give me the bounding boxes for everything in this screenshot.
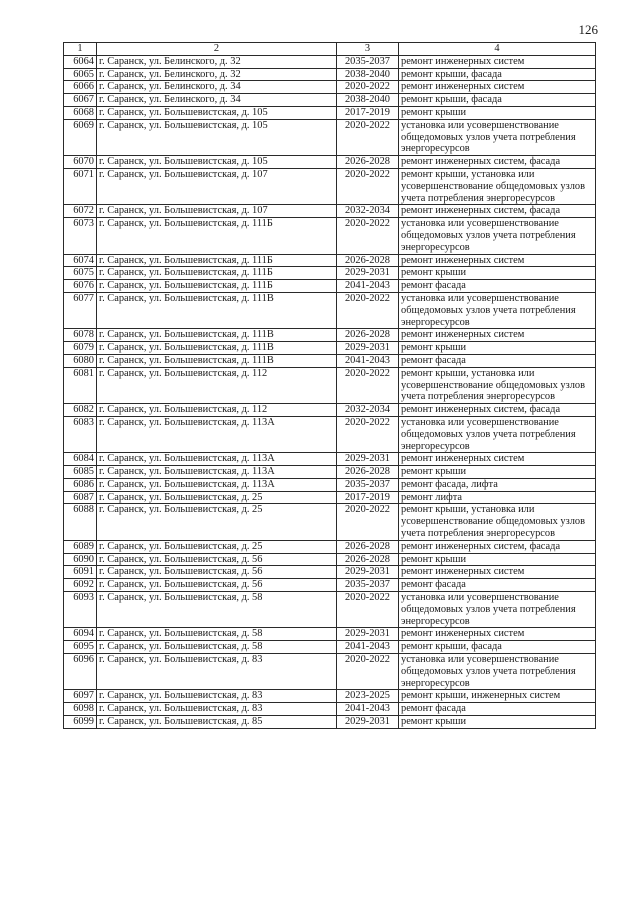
row-work-type: ремонт крыши, установка или усовершенствование общедомовых узлов учета потребления энергоресурсов — [399, 504, 596, 540]
row-work-type: ремонт лифта — [399, 491, 596, 504]
row-work-type: ремонт фасада — [399, 280, 596, 293]
table-row — [64, 205, 596, 218]
row-work-type: ремонт инженерных систем, фасада — [399, 205, 596, 218]
row-address: г. Саранск, ул. Большевистская, д. 85 — [97, 716, 337, 729]
row-work-type: ремонт крыши, установка или усовершенствование общедомовых узлов учета потребления энергоресурсов — [399, 168, 596, 204]
row-address: г. Саранск, ул. Большевистская, д. 111Б — [97, 267, 337, 280]
row-number: 6092 — [64, 579, 97, 592]
row-address: г. Саранск, ул. Большевистская, д. 56 — [97, 553, 337, 566]
table-row — [64, 156, 596, 169]
row-work-type: установка или усовершенствование общедомовых узлов учета потребления энергоресурсов — [399, 416, 596, 452]
table-row — [64, 367, 596, 403]
row-number: 6066 — [64, 81, 97, 94]
table-header-row — [64, 43, 596, 56]
row-period: 2020-2022 — [337, 292, 399, 328]
row-period: 2023-2025 — [337, 690, 399, 703]
row-period: 2032-2034 — [337, 404, 399, 417]
row-period: 2026-2028 — [337, 156, 399, 169]
row-address: г. Саранск, ул. Большевистская, д. 105 — [97, 119, 337, 155]
row-period: 2020-2022 — [337, 504, 399, 540]
table-row — [64, 280, 596, 293]
row-period: 2026-2028 — [337, 466, 399, 479]
row-period: 2020-2022 — [337, 218, 399, 254]
row-work-type: ремонт инженерных систем, фасада — [399, 404, 596, 417]
row-address: г. Саранск, ул. Большевистская, д. 105 — [97, 106, 337, 119]
row-work-type: ремонт инженерных систем, фасада — [399, 540, 596, 553]
row-work-type: установка или усовершенствование общедомовых узлов учета потребления энергоресурсов — [399, 119, 596, 155]
row-work-type: ремонт инженерных систем — [399, 453, 596, 466]
row-address: г. Саранск, ул. Белинского, д. 32 — [97, 68, 337, 81]
table-row — [64, 292, 596, 328]
row-number: 6094 — [64, 628, 97, 641]
row-period: 2029-2031 — [337, 716, 399, 729]
table-row — [64, 566, 596, 579]
row-work-type: ремонт инженерных систем — [399, 628, 596, 641]
row-work-type: ремонт фасада — [399, 354, 596, 367]
row-work-type: ремонт крыши — [399, 553, 596, 566]
row-number: 6083 — [64, 416, 97, 452]
row-number: 6096 — [64, 654, 97, 690]
row-period: 2038-2040 — [337, 68, 399, 81]
table-row — [64, 453, 596, 466]
row-number: 6091 — [64, 566, 97, 579]
table-row — [64, 553, 596, 566]
row-number: 6093 — [64, 592, 97, 628]
row-address: г. Саранск, ул. Большевистская, д. 58 — [97, 592, 337, 628]
row-work-type: ремонт фасада — [399, 579, 596, 592]
table-row — [64, 628, 596, 641]
row-address: г. Саранск, ул. Большевистская, д. 25 — [97, 540, 337, 553]
table-row — [64, 354, 596, 367]
row-number: 6098 — [64, 703, 97, 716]
row-work-type: ремонт инженерных систем — [399, 81, 596, 94]
row-address: г. Саранск, ул. Белинского, д. 32 — [97, 55, 337, 68]
table-row — [64, 592, 596, 628]
row-address: г. Саранск, ул. Большевистская, д. 56 — [97, 566, 337, 579]
row-work-type: ремонт фасада — [399, 703, 596, 716]
row-work-type: установка или усовершенствование общедомовых узлов учета потребления энергоресурсов — [399, 654, 596, 690]
table-row — [64, 267, 596, 280]
row-period: 2041-2043 — [337, 641, 399, 654]
row-address: г. Саранск, ул. Большевистская, д. 107 — [97, 205, 337, 218]
row-period: 2026-2028 — [337, 553, 399, 566]
row-address: г. Саранск, ул. Большевистская, д. 111Б — [97, 218, 337, 254]
row-number: 6087 — [64, 491, 97, 504]
row-number: 6064 — [64, 55, 97, 68]
table-row — [64, 168, 596, 204]
table-row — [64, 94, 596, 107]
row-address: г. Саранск, ул. Большевистская, д. 113А — [97, 466, 337, 479]
row-number: 6078 — [64, 329, 97, 342]
row-address: г. Саранск, ул. Большевистская, д. 58 — [97, 641, 337, 654]
table-row — [64, 478, 596, 491]
table-row — [64, 218, 596, 254]
table-row — [64, 703, 596, 716]
row-work-type: ремонт инженерных систем — [399, 329, 596, 342]
row-period: 2029-2031 — [337, 267, 399, 280]
row-address: г. Саранск, ул. Большевистская, д. 83 — [97, 654, 337, 690]
row-work-type: установка или усовершенствование общедомовых узлов учета потребления энергоресурсов — [399, 292, 596, 328]
table-row — [64, 504, 596, 540]
row-period: 2020-2022 — [337, 119, 399, 155]
row-address: г. Саранск, ул. Большевистская, д. 111Б — [97, 280, 337, 293]
row-period: 2020-2022 — [337, 592, 399, 628]
row-address: г. Саранск, ул. Большевистская, д. 111В — [97, 354, 337, 367]
row-work-type: ремонт крыши — [399, 716, 596, 729]
row-period: 2035-2037 — [337, 55, 399, 68]
table-row — [64, 68, 596, 81]
table-row — [64, 641, 596, 654]
row-address: г. Саранск, ул. Большевистская, д. 112 — [97, 367, 337, 403]
row-period: 2038-2040 — [337, 94, 399, 107]
row-address: г. Саранск, ул. Большевистская, д. 83 — [97, 690, 337, 703]
table-row — [64, 342, 596, 355]
row-number: 6076 — [64, 280, 97, 293]
table-body — [64, 55, 596, 728]
row-address: г. Саранск, ул. Белинского, д. 34 — [97, 94, 337, 107]
row-address: г. Саранск, ул. Большевистская, д. 105 — [97, 156, 337, 169]
table-row — [64, 716, 596, 729]
row-number: 6077 — [64, 292, 97, 328]
row-period: 2029-2031 — [337, 566, 399, 579]
table-row — [64, 81, 596, 94]
table-row — [64, 329, 596, 342]
table-row — [64, 254, 596, 267]
row-period: 2041-2043 — [337, 280, 399, 293]
row-period: 2035-2037 — [337, 478, 399, 491]
row-work-type: ремонт инженерных систем — [399, 254, 596, 267]
row-address: г. Саранск, ул. Большевистская, д. 25 — [97, 504, 337, 540]
table-row — [64, 540, 596, 553]
row-address: г. Саранск, ул. Большевистская, д. 107 — [97, 168, 337, 204]
table-row — [64, 579, 596, 592]
row-period: 2035-2037 — [337, 579, 399, 592]
row-address: г. Саранск, ул. Большевистская, д. 25 — [97, 491, 337, 504]
column-header-4: 4 — [399, 43, 596, 56]
row-address: г. Саранск, ул. Большевистская, д. 83 — [97, 703, 337, 716]
column-header-2: 2 — [97, 43, 337, 56]
row-address: г. Саранск, ул. Большевистская, д. 113А — [97, 453, 337, 466]
row-number: 6095 — [64, 641, 97, 654]
table-row — [64, 119, 596, 155]
table-row — [64, 466, 596, 479]
row-period: 2017-2019 — [337, 106, 399, 119]
row-period: 2029-2031 — [337, 453, 399, 466]
row-work-type: ремонт крыши — [399, 106, 596, 119]
row-address: г. Саранск, ул. Большевистская, д. 58 — [97, 628, 337, 641]
column-header-1: 1 — [64, 43, 97, 56]
table-row — [64, 654, 596, 690]
row-number: 6074 — [64, 254, 97, 267]
row-number: 6071 — [64, 168, 97, 204]
table-row — [64, 55, 596, 68]
column-header-3: 3 — [337, 43, 399, 56]
housing-repair-table — [63, 42, 596, 729]
row-number: 6084 — [64, 453, 97, 466]
row-work-type: ремонт крыши, фасада — [399, 641, 596, 654]
row-period: 2029-2031 — [337, 342, 399, 355]
row-work-type: ремонт инженерных систем — [399, 566, 596, 579]
row-work-type: ремонт крыши — [399, 342, 596, 355]
row-work-type: ремонт фасада, лифта — [399, 478, 596, 491]
row-number: 6069 — [64, 119, 97, 155]
row-address: г. Саранск, ул. Большевистская, д. 111В — [97, 292, 337, 328]
row-work-type: ремонт крыши, установка или усовершенствование общедомовых узлов учета потребления энергоресурсов — [399, 367, 596, 403]
table-row — [64, 690, 596, 703]
table-row — [64, 404, 596, 417]
row-number: 6072 — [64, 205, 97, 218]
row-number: 6075 — [64, 267, 97, 280]
row-period: 2026-2028 — [337, 540, 399, 553]
page-number: 126 — [578, 22, 598, 37]
row-period: 2026-2028 — [337, 329, 399, 342]
row-number: 6086 — [64, 478, 97, 491]
row-address: г. Саранск, ул. Большевистская, д. 111В — [97, 342, 337, 355]
row-work-type: ремонт крыши — [399, 267, 596, 280]
row-address: г. Саранск, ул. Белинского, д. 34 — [97, 81, 337, 94]
row-number: 6088 — [64, 504, 97, 540]
row-address: г. Саранск, ул. Большевистская, д. 113А — [97, 416, 337, 452]
row-address: г. Саранск, ул. Большевистская, д. 56 — [97, 579, 337, 592]
table-row — [64, 491, 596, 504]
row-number: 6073 — [64, 218, 97, 254]
row-period: 2020-2022 — [337, 416, 399, 452]
row-number: 6065 — [64, 68, 97, 81]
row-period: 2020-2022 — [337, 81, 399, 94]
row-number: 6085 — [64, 466, 97, 479]
row-address: г. Саранск, ул. Большевистская, д. 113А — [97, 478, 337, 491]
row-number: 6070 — [64, 156, 97, 169]
row-number: 6081 — [64, 367, 97, 403]
row-work-type: установка или усовершенствование общедомовых узлов учета потребления энергоресурсов — [399, 592, 596, 628]
row-number: 6090 — [64, 553, 97, 566]
row-work-type: ремонт крыши, инженерных систем — [399, 690, 596, 703]
row-number: 6068 — [64, 106, 97, 119]
row-period: 2032-2034 — [337, 205, 399, 218]
row-address: г. Саранск, ул. Большевистская, д. 111В — [97, 329, 337, 342]
row-address: г. Саранск, ул. Большевистская, д. 111Б — [97, 254, 337, 267]
row-period: 2020-2022 — [337, 654, 399, 690]
row-period: 2020-2022 — [337, 367, 399, 403]
row-work-type: ремонт крыши, фасада — [399, 68, 596, 81]
table-row — [64, 416, 596, 452]
row-period: 2017-2019 — [337, 491, 399, 504]
table-row — [64, 106, 596, 119]
row-period: 2029-2031 — [337, 628, 399, 641]
row-number: 6097 — [64, 690, 97, 703]
row-work-type: ремонт крыши, фасада — [399, 94, 596, 107]
row-period: 2041-2043 — [337, 703, 399, 716]
row-work-type: ремонт инженерных систем, фасада — [399, 156, 596, 169]
row-work-type: ремонт инженерных систем — [399, 55, 596, 68]
row-work-type: установка или усовершенствование общедомовых узлов учета потребления энергоресурсов — [399, 218, 596, 254]
row-period: 2026-2028 — [337, 254, 399, 267]
row-number: 6080 — [64, 354, 97, 367]
row-number: 6082 — [64, 404, 97, 417]
row-number: 6089 — [64, 540, 97, 553]
row-number: 6067 — [64, 94, 97, 107]
row-number: 6079 — [64, 342, 97, 355]
row-work-type: ремонт крыши — [399, 466, 596, 479]
row-period: 2041-2043 — [337, 354, 399, 367]
row-address: г. Саранск, ул. Большевистская, д. 112 — [97, 404, 337, 417]
row-period: 2020-2022 — [337, 168, 399, 204]
row-number: 6099 — [64, 716, 97, 729]
